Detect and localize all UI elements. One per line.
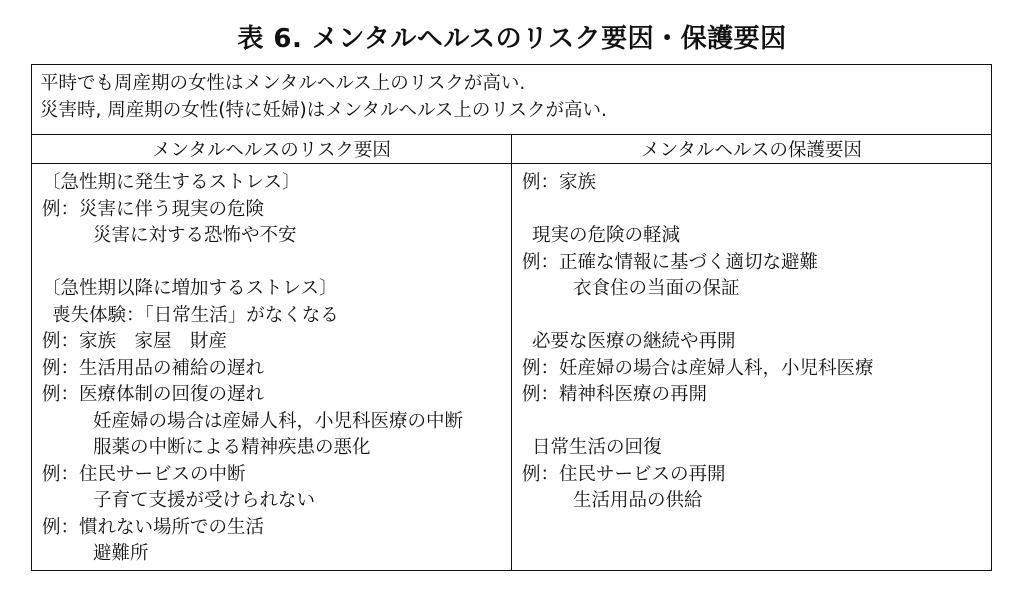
protect-line: 日常生活の回復 xyxy=(532,437,662,458)
risk-line: 例：医療体制の回復の遅れ xyxy=(42,384,265,405)
risk-line: 例：家族 家屋 財産 xyxy=(42,331,228,352)
risk-line: 例：慣れない場所での生活 xyxy=(42,516,265,538)
protect-line: 例：精神科医療の再開 xyxy=(522,384,708,405)
risk-line: 例：住民サービスの中断 xyxy=(42,463,246,485)
spacer xyxy=(522,409,991,436)
protect-line: 衣食住の当面の保証 xyxy=(573,278,740,299)
spacer xyxy=(522,197,991,224)
protect-line: 例：妊産婦の場合は産婦人科，小児科医療 xyxy=(522,357,874,379)
note-line: 災害時, 周産期の女性(特に妊婦)はメンタルヘルス上のリスクが高い. xyxy=(40,100,607,121)
risk-line: 喪失体験：「日常生活」がなくなる xyxy=(52,304,339,326)
spacer xyxy=(42,250,511,277)
risk-line: 〔急性期以降に増加するストレス〕 xyxy=(42,278,338,299)
risk-line: 例：災害に伴う現実の危険 xyxy=(42,198,265,220)
risk-line: 災害に対する恐怖や不安 xyxy=(93,225,297,246)
risk-line: 妊産婦の場合は産婦人科，小児科医療の中断 xyxy=(93,410,464,432)
risk-line: 〔急性期に発生するストレス〕 xyxy=(42,172,301,193)
protect-line: 現実の危険の軽減 xyxy=(532,225,681,246)
risk-protective-factors-table xyxy=(31,64,992,571)
protect-line: 必要な医療の継続や再開 xyxy=(532,331,736,352)
risk-line: 例：生活用品の補給の遅れ xyxy=(42,357,265,379)
risk-line: 子育て支援が受けられない xyxy=(93,490,316,511)
header-risk-factors: メンタルヘルスのリスク要因 xyxy=(32,135,512,164)
protect-line: 例：正確な情報に基づく適切な避難 xyxy=(522,251,819,273)
protect-line: 例：家族 xyxy=(522,172,597,193)
note-line: 平時でも周産期の女性はメンタルヘルス上のリスクが高い. xyxy=(40,73,526,94)
risk-factors-cell xyxy=(32,164,512,571)
protect-line: 例：住民サービスの再開 xyxy=(522,463,726,485)
intro-note xyxy=(32,65,992,135)
header-protective-factors: メンタルヘルスの保護要因 xyxy=(512,135,992,164)
risk-line: 服薬の中断による精神疾患の悪化 xyxy=(93,437,371,458)
table-title: 表 6. メンタルヘルスのリスク要因・保護要因 xyxy=(237,24,787,54)
protective-factors-cell xyxy=(512,164,992,571)
risk-line: 避難所 xyxy=(93,543,149,564)
spacer xyxy=(522,303,991,330)
protect-line: 生活用品の供給 xyxy=(573,490,703,511)
